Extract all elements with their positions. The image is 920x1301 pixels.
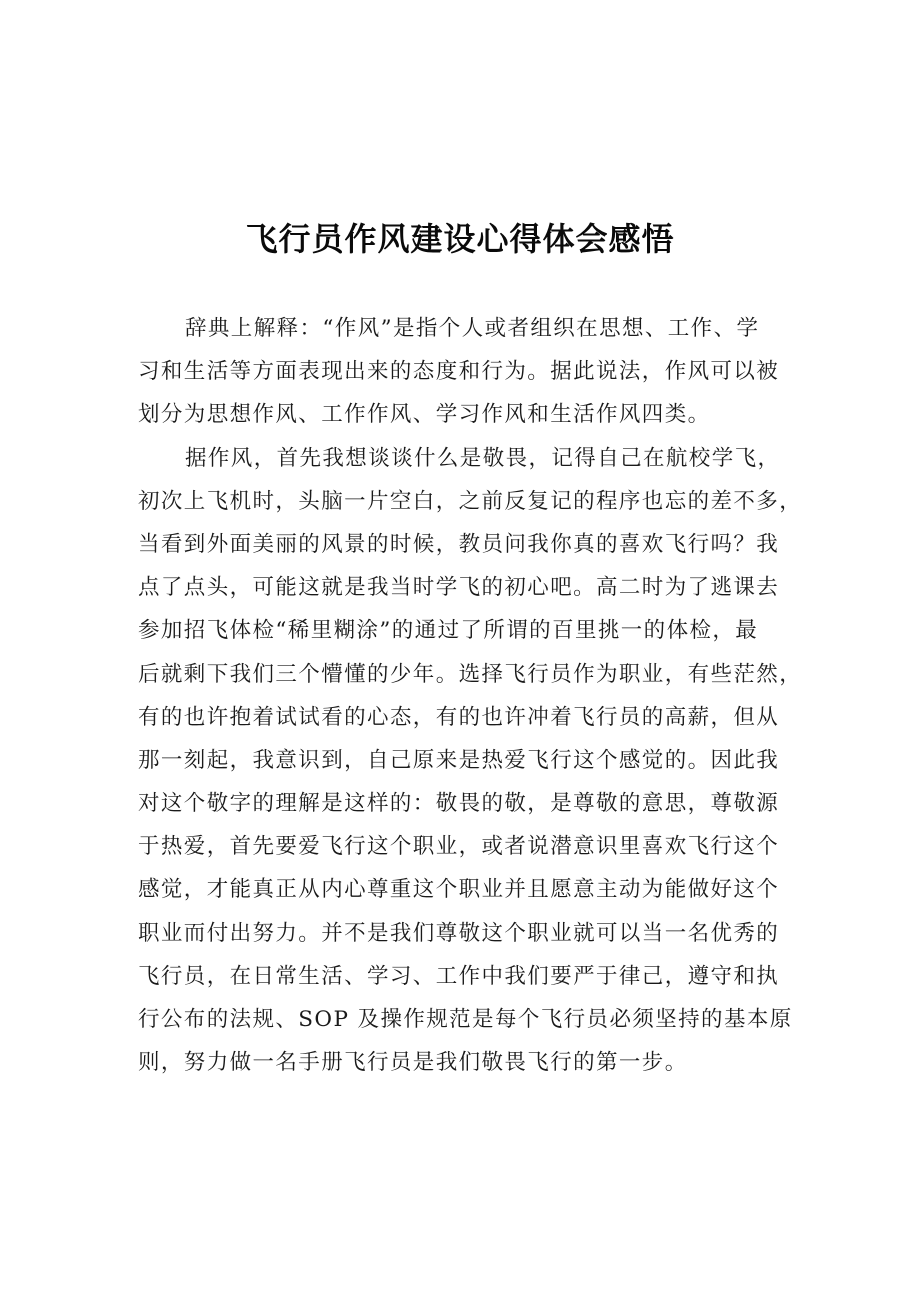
text-line: 有的也许抱着试试看的心态，有的也许冲着飞行员的高薪，但从: [138, 704, 780, 730]
text-line: 划分为思想作风、工作作风、学习作风和生活作风四类。: [138, 402, 711, 428]
text-line: 职业而付出努力。并不是我们尊敬这个职业就可以当一名优秀的: [138, 920, 780, 946]
text-line: 行公布的法规、SOP 及操作规范是每个飞行员必须坚持的基本原: [138, 1007, 793, 1032]
document-body: [138, 307, 803, 1084]
text-line: 辞典上解释：“作风”是指个人或者组织在思想、工作、学: [185, 316, 760, 341]
text-line: 点了点头，可能这就是我当时学飞的初心吧。高二时为了逃课去: [138, 575, 780, 601]
text-line: 那一刻起，我意识到，自己原来是热爱飞行这个感觉的。因此我: [138, 747, 780, 773]
paragraph-definition: [138, 307, 798, 437]
text-line: 初次上飞机时，头脑一片空白，之前反复记的程序也忘的差不多，: [138, 488, 803, 514]
text-line: 当看到外面美丽的风景的时候，教员问我你真的喜欢飞行吗？我: [138, 531, 780, 557]
text-line: 后就剩下我们三个懵懂的少年。选择飞行员作为职业，有些茫然，: [138, 661, 803, 687]
text-line: 习和生活等方面表现出来的态度和行为。据此说法，作风可以被: [138, 359, 780, 385]
text-line: 感觉，才能真正从内心尊重这个职业并且愿意主动为能做好这个: [138, 877, 780, 903]
document-title: 飞行员作风建设心得体会感悟: [245, 220, 675, 258]
text-line: 对这个敬字的理解是这样的：敬畏的敬，是尊敬的意思，尊敬源: [138, 791, 780, 817]
text-line: 据作风，首先我想谈谈什么是敬畏，记得自己在航校学飞，: [185, 445, 781, 471]
paragraph-awe: [138, 437, 803, 1085]
text-line: 参加招飞体检“稀里糊涂”的通过了所谓的百里挑一的体检，最: [138, 618, 759, 644]
text-line: 于热爱，首先要爱飞行这个职业，或者说潜意识里喜欢飞行这个: [138, 834, 780, 860]
text-line: 飞行员，在日常生活、学习、工作中我们要严于律己，遵守和执: [138, 963, 780, 989]
text-line: 则，努力做一名手册飞行员是我们敬畏飞行的第一步。: [138, 1050, 688, 1076]
